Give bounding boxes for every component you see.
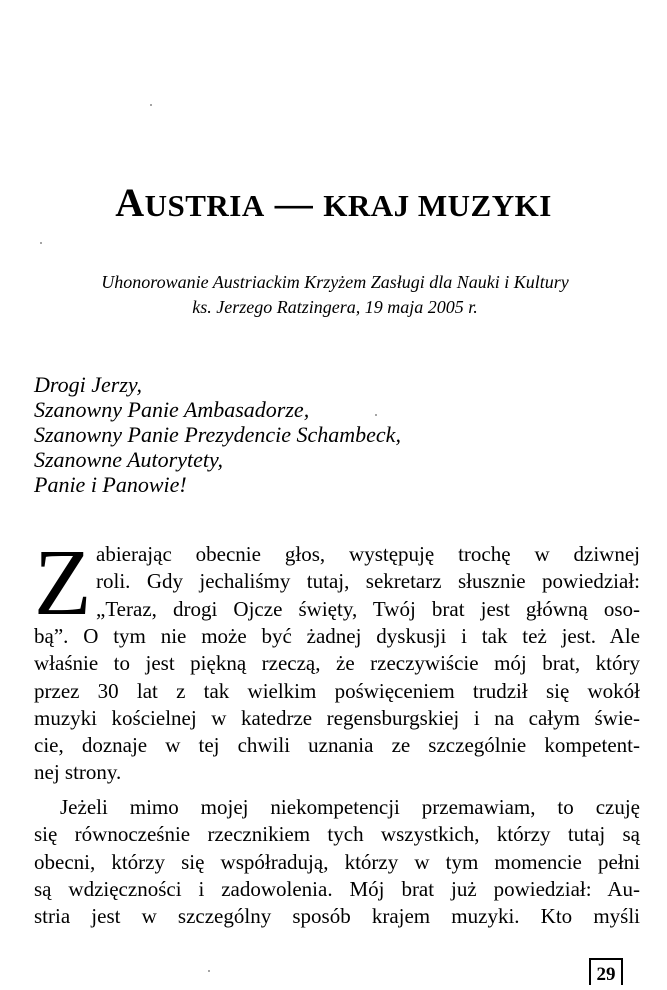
salutation-line: Drogi Jerzy, xyxy=(34,372,142,397)
text-line: przez 30 lat z tak wielkim poświęceniem trudził się wokół xyxy=(34,678,640,703)
salutation-line: Szanowny Panie Ambasadorze, xyxy=(34,397,310,422)
paragraph-1-dropcap-lines xyxy=(96,541,640,623)
paragraph-1 xyxy=(34,623,640,787)
salutation-line: Szanowne Autorytety, xyxy=(34,447,224,472)
title-word-rest: USTRIA xyxy=(144,188,265,223)
subtitle-line: ks. Jerzego Ratzingera, 19 maja 2005 r. xyxy=(192,297,478,317)
text-line: Jeżeli mimo mojej niekompetencji przemawiam, to czuję xyxy=(60,795,640,819)
speck xyxy=(40,242,42,244)
speck xyxy=(208,970,210,972)
title-initial: A xyxy=(115,180,145,225)
text-line: właśnie to jest piękną rzeczą, że rzeczywiście mój brat, który xyxy=(34,651,640,676)
text-line: stria jest w szczególny sposób krajem muzyki. Kto myśli xyxy=(34,904,640,929)
text-line: roli. Gdy jechaliśmy tutaj, sekretarz słusznie powiedział: xyxy=(96,569,640,594)
text-line: się równocześnie rzecznikiem tych wszystkich, którzy tutaj są xyxy=(34,822,640,847)
title-rest: KRAJ MUZYKI xyxy=(323,188,552,223)
salutation xyxy=(34,372,634,497)
salutation-line: Panie i Panowie! xyxy=(34,472,187,497)
text-line: abierając obecnie głos, występuję trochę w dziwnej xyxy=(96,542,640,566)
text-line: nej strony. xyxy=(34,760,122,785)
salutation-line: Szanowny Panie Prezydencie Schambeck, xyxy=(34,422,401,447)
title-dash: — xyxy=(264,183,324,225)
paragraph-2 xyxy=(34,794,640,930)
text-line: „Teraz, drogi Ojcze święty, Twój brat jest główną oso- xyxy=(96,596,640,621)
text-line: cie, doznaje w tej chwili uznania ze szczególnie kompetent- xyxy=(34,733,640,758)
text-line: obecni, którzy się współradują, którzy w tym momencie pełni xyxy=(34,849,640,874)
page-number: 29 xyxy=(589,958,623,985)
speck xyxy=(150,104,152,106)
chapter-subtitle xyxy=(40,270,630,320)
drop-cap: Z xyxy=(34,531,92,635)
subtitle-line: Uhonorowanie Austriackim Krzyżem Zasługi dla Nauki i Kultury xyxy=(101,272,569,292)
text-line: są wdzięczności i zadowolenia. Mój brat już powiedział: Au- xyxy=(34,876,640,901)
text-line: muzyki kościelnej w katedrze regensburgskiej i na całym świe- xyxy=(34,705,640,730)
text-line: bą”. O tym nie może być żadnej dyskusji i tak też jest. Ale xyxy=(34,624,640,648)
chapter-title xyxy=(0,180,667,225)
